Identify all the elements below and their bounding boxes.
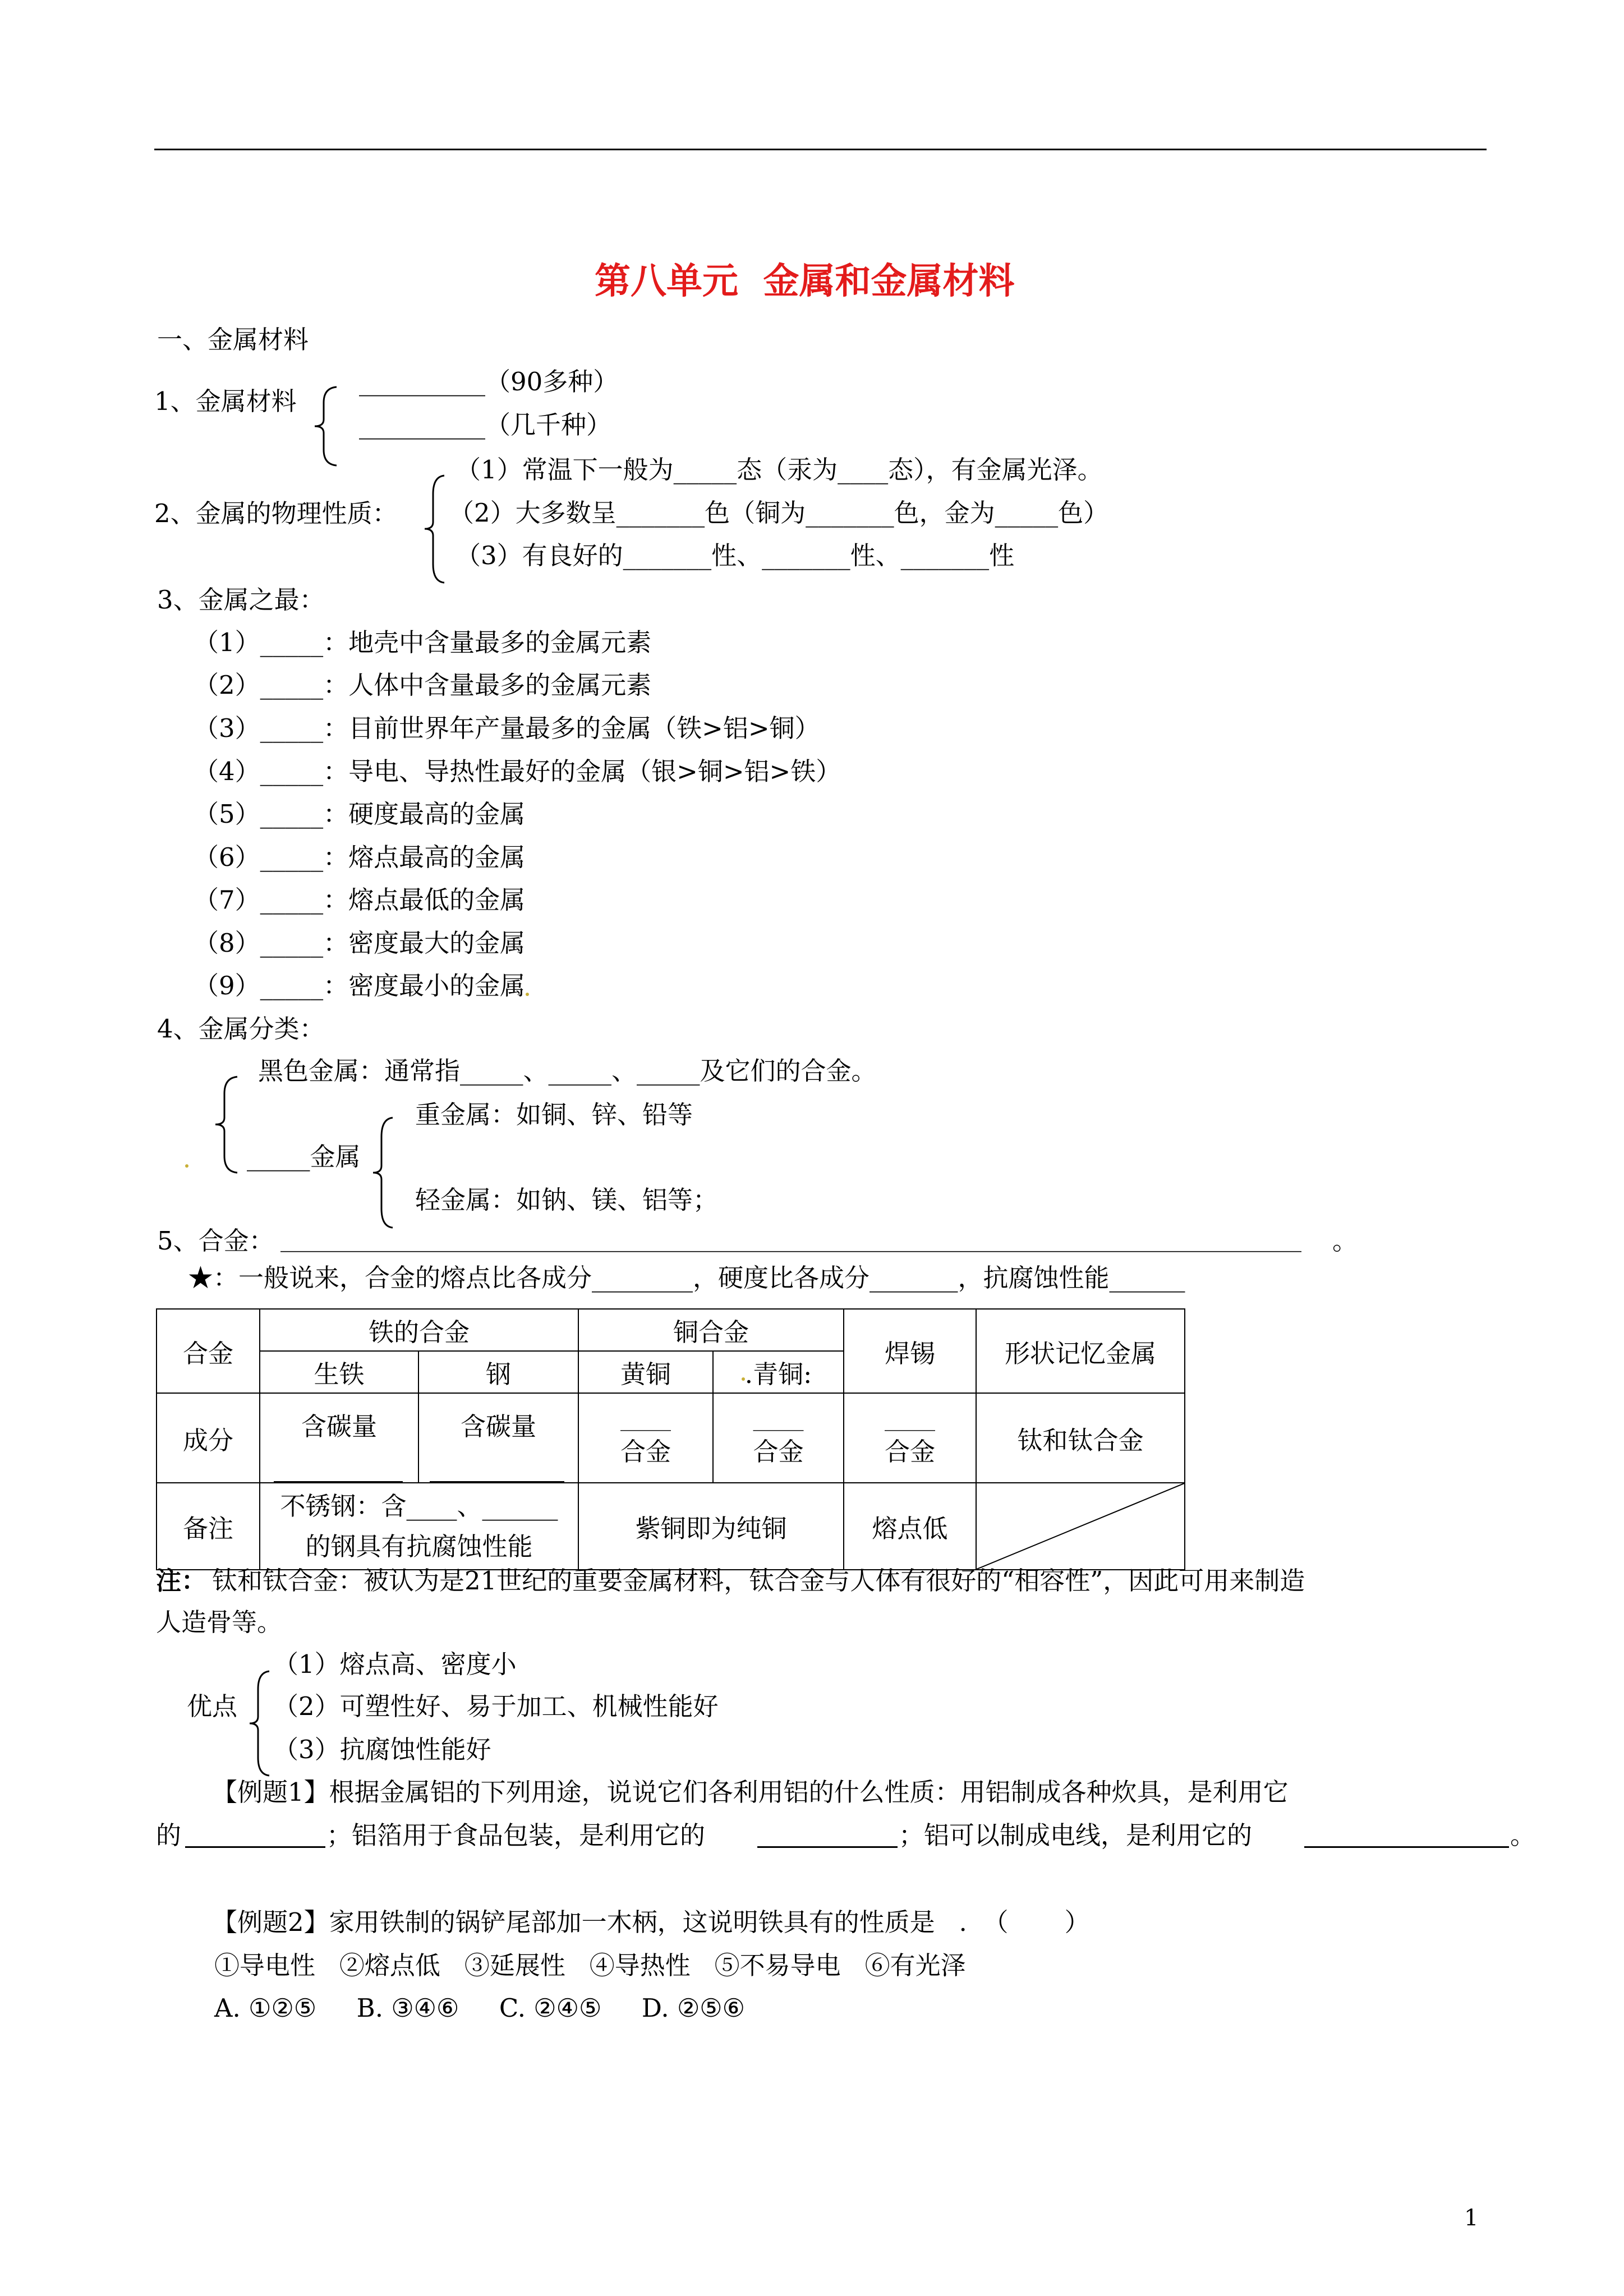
brace-advantages: [247, 1649, 272, 1787]
cell-steel-composition: [418, 1393, 578, 1483]
cell-blank: _____: [620, 1408, 671, 1431]
example1-line2-a: 的: [156, 1820, 182, 1850]
item3-label: 3、金属之最：: [157, 585, 325, 615]
header-iron-alloy: 铁的合金: [260, 1309, 578, 1351]
row-label-composition: 成分: [157, 1393, 260, 1483]
item5-blank: ___________________________________________________________________________________________: [280, 1227, 1301, 1252]
cell-text: 合金: [884, 1437, 935, 1467]
header-solder: 焊锡: [844, 1309, 976, 1393]
item4-label: 4、金属分类：: [157, 1014, 325, 1044]
list-item: （2）_____：人体中含量最多的金属元素: [194, 670, 652, 700]
cell-pig-composition: [260, 1393, 418, 1483]
blank-line: [274, 1481, 403, 1482]
cell-bronze-composition: [713, 1393, 844, 1483]
note-line2: 人造骨等。: [156, 1607, 283, 1637]
header-steel: 钢: [418, 1351, 578, 1393]
example1-line2-c: ；铝可以制成电线，是利用它的: [899, 1820, 1253, 1850]
stray-dot: [526, 993, 529, 996]
cell-copper-note: 紫铜即为纯铜: [578, 1483, 844, 1570]
cell-text: 的钢具有抗腐蚀性能: [305, 1531, 533, 1561]
header-shape-memory: 形状记忆金属: [976, 1309, 1185, 1393]
blank-line: [430, 1481, 564, 1482]
stray-dot: [185, 1164, 188, 1168]
item1-b: __________（几千种）: [359, 410, 612, 440]
header-alloy: 合金: [157, 1309, 260, 1393]
brace-item4: [212, 1054, 240, 1184]
cell-text: 含碳量: [301, 1411, 377, 1441]
stray-dot: [742, 1377, 745, 1381]
cell-text: 合金: [620, 1437, 671, 1467]
header-brass: 黄铜: [578, 1351, 713, 1393]
cell-shape-composition: 钛和钛合金: [976, 1393, 1185, 1483]
advantage-item: （1）熔点高、密度小: [273, 1649, 517, 1679]
example1-blank-1: [185, 1846, 325, 1848]
cell-blank: _____: [753, 1408, 804, 1431]
cell-blank: _____: [885, 1408, 935, 1431]
example1-line2-b: ；铝箔用于食品包装，是利用它的: [326, 1820, 706, 1850]
item2-a: （1）常温下一般为_____态（汞为____态），有金属光泽。: [456, 455, 1103, 485]
list-item: （7）_____：熔点最低的金属: [194, 885, 526, 915]
item1-a: __________（90多种）: [359, 367, 619, 397]
cell-text: 合金: [753, 1437, 804, 1467]
header-bronze: .青铜:: [713, 1351, 844, 1393]
cell-diagonal: [976, 1483, 1185, 1570]
example2-choices: A. ①②⑤ B. ③④⑥ C. ②④⑤ D. ②⑤⑥: [214, 1993, 745, 2023]
diagonal-line: [977, 1483, 1184, 1569]
advantages-label: 优点: [187, 1691, 238, 1721]
item4-light: 轻金属：如钠、镁、铝等；: [415, 1185, 719, 1215]
brace-item2: [422, 453, 447, 594]
header-pig-iron: 生铁: [260, 1351, 418, 1393]
row-label-notes: 备注: [157, 1483, 260, 1570]
list-item: （5）_____：硬度最高的金属: [194, 799, 526, 829]
example1-blank-3: [1304, 1846, 1509, 1848]
note-line1: 钛和钛合金：被认为是21世纪的重要金属材料，钛合金与人体有很好的“相容性”，因此可用来制造: [212, 1566, 1305, 1596]
advantage-item: （2）可塑性好、易于加工、机械性能好: [273, 1691, 719, 1721]
alloy-table: [156, 1308, 1185, 1570]
brace-item1: [311, 365, 339, 478]
list-item: （6）_____：熔点最高的金属: [194, 842, 526, 872]
item4-heavy: 重金属：如铜、锌、铅等: [415, 1100, 693, 1129]
item2-b: （2）大多数呈_______色（铜为_______色，金为_____色）: [449, 498, 1109, 528]
note-label: 注：: [156, 1566, 207, 1596]
item5-end: 。: [1332, 1226, 1358, 1256]
item2-c: （3）有良好的_______性、_______性、_______性: [456, 541, 1015, 570]
cell-solder-note: 熔点低: [844, 1483, 976, 1570]
list-item: （3）_____：目前世界年产量最多的金属（铁>铝>铜）: [194, 713, 820, 743]
example1-blank-2: [757, 1846, 898, 1848]
star-note: ★：一般说来，合金的熔点比各成分________，硬度比各成分_______，抗腐蚀性能______: [188, 1263, 1185, 1293]
cell-brass-composition: [578, 1393, 713, 1483]
item4-black: 黑色金属：通常指_____、_____、_____及它们的合金。: [258, 1056, 877, 1086]
item1-label: 1、金属材料: [154, 386, 297, 416]
section-heading: 一、金属材料: [157, 325, 309, 354]
example2-options: ①导电性 ②熔点低 ③延展性 ④导热性 ⑤不易导电 ⑥有光泽: [214, 1951, 966, 1980]
list-item: （4）_____：导电、导热性最好的金属（银>铜>铝>铁）: [194, 757, 841, 786]
page-number: 1: [1464, 2205, 1479, 2231]
cell-text: 含碳量: [460, 1411, 536, 1441]
item5-label: 5、合金：: [157, 1226, 274, 1256]
example2-question: 【例题2】家用铁制的锅铲尾部加一木柄，这说明铁具有的性质是 . （ ）: [212, 1907, 1090, 1937]
header-rule: [154, 149, 1487, 150]
brace-item4-sub: [370, 1095, 395, 1239]
list-item: （8）_____：密度最大的金属: [194, 928, 526, 958]
item2-label: 2、金属的物理性质：: [154, 499, 398, 528]
page-title: 第八单元 金属和金属材料: [595, 261, 1015, 302]
advantage-item: （3）抗腐蚀性能好: [273, 1735, 491, 1764]
list-item: （1）_____：地壳中含量最多的金属元素: [194, 628, 652, 657]
list-item: （9）_____：密度最小的金属: [194, 971, 526, 1001]
cell-text: 不锈钢：含____、______: [280, 1491, 558, 1521]
header-copper-alloy: 铜合金: [578, 1309, 844, 1351]
cell-stainless-note: [260, 1483, 578, 1570]
example1-line1: 【例题1】根据金属铝的下列用途，说说它们各利用铝的什么性质：用铝制成各种炊具，是利用它: [212, 1777, 1289, 1807]
example1-line2-end: 。: [1510, 1820, 1536, 1850]
item4-other: _____金属: [247, 1142, 361, 1172]
cell-solder-composition: [844, 1393, 976, 1483]
